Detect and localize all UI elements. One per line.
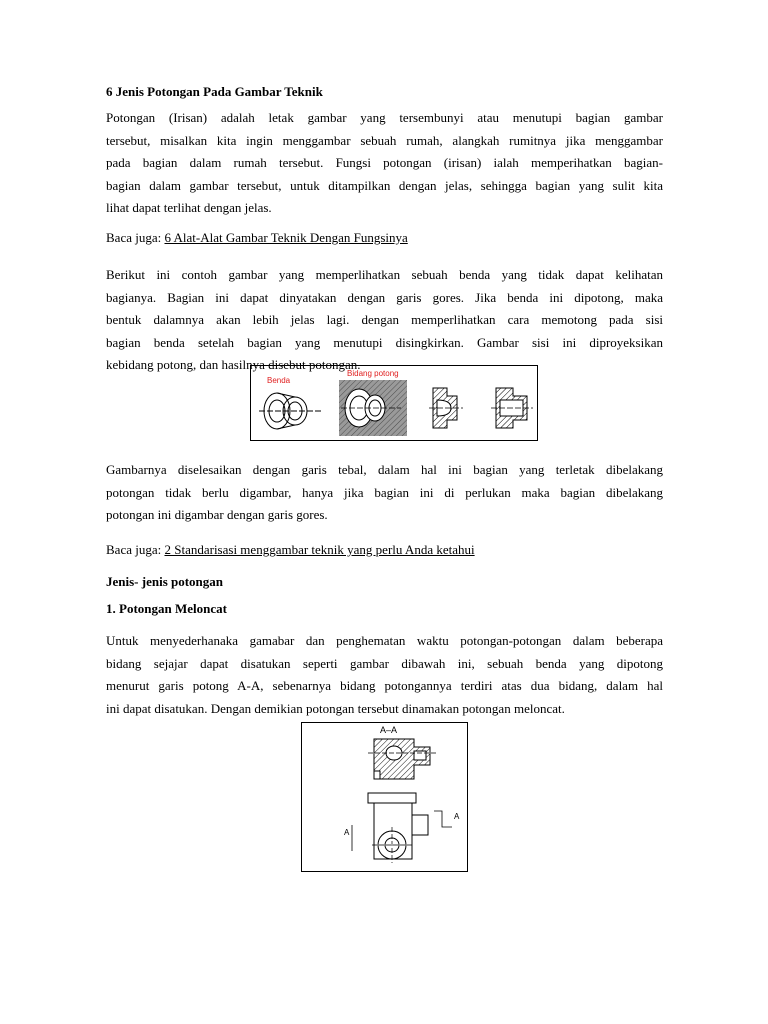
text-line: bagianya. Bagian ini dapat dinyatakan dengan garis gores. Jika benda ini dipotong, maka xyxy=(106,289,663,305)
read-also-prefix: Baca juga: xyxy=(106,542,165,557)
text-line: potongan ini digambar dengan garis gores. xyxy=(106,507,328,522)
read-also-link-2[interactable]: 2 Standarisasi menggambar teknik yang perlu Anda ketahui xyxy=(164,542,475,557)
figure-section-example xyxy=(250,365,538,441)
paragraph-example xyxy=(106,264,663,377)
text-line: tersebut, misalkan kita ingin menggambar sebuah rumah, alangkah rumitnya jika menggambar xyxy=(106,132,663,148)
figure-meloncat xyxy=(301,722,468,872)
text-line: bagian benda setelah bagian yang menutupi disingkirkan. Gambar sisi ini diproyeksikan xyxy=(106,334,663,350)
object-section-result xyxy=(491,388,533,428)
paragraph-thick-lines xyxy=(106,459,663,527)
section-illustration xyxy=(251,366,536,439)
meloncat-illustration xyxy=(302,723,466,870)
paragraph-intro xyxy=(106,107,663,220)
text-line: lihat dapat terlihat dengan jelas. xyxy=(106,200,272,215)
page-title: 6 Jenis Potongan Pada Gambar Teknik xyxy=(106,84,323,99)
text-line: bentuk dalamnya akan lebih jelas lagi. dengan memperlihatkan cara memotong pada sisi xyxy=(106,312,663,327)
text-line: bagian dalam gambar tersebut, untuk ditampilkan dengan jelas, sehingga bagian yang sulit kita xyxy=(106,177,663,193)
text-line: menurut garis potong A-A, sebenarnya bidang potongannya terdiri atas dua bidang, dalam hal xyxy=(106,678,663,693)
text-line: Potongan (Irisan) adalah letak gambar yang tersembunyi atau menutupi bagian gambar xyxy=(106,110,663,125)
text-line: Gambarnya diselesaikan dengan garis tebal, dalam hal ini bagian yang terletak dibelakang xyxy=(106,462,663,477)
label-bidang-potong: Bidang potong xyxy=(347,369,399,378)
heading-jenis-potongan: Jenis- jenis potongan xyxy=(106,574,224,589)
label-benda: Benda xyxy=(267,376,291,385)
read-also-link-1[interactable]: 6 Alat-Alat Gambar Teknik Dengan Fungsinya xyxy=(164,230,408,245)
front-view xyxy=(352,793,452,863)
text-line: potongan tidak berlu digambar, hanya jika bagian ini di perlukan maka bagian dibelakang xyxy=(106,484,663,500)
read-also-2 xyxy=(106,542,475,558)
read-also-1 xyxy=(106,230,408,246)
label-aa: A–A xyxy=(380,725,398,735)
object-section-view xyxy=(429,388,463,428)
text-line: bidang sejajar dapat disatukan seperti gambar dibawah ini, sebuah benda yang dipotong xyxy=(106,655,663,671)
section-aa-view xyxy=(368,739,436,779)
heading-potongan-meloncat: 1. Potongan Meloncat xyxy=(106,601,227,616)
label-a-right: A xyxy=(454,812,460,821)
read-also-prefix: Baca juga: xyxy=(106,230,165,245)
object-whole xyxy=(259,393,321,429)
text-line: ini dapat disatukan. Dengan demikian potongan tersebut dinamakan potongan meloncat. xyxy=(106,700,565,716)
label-a-left: A xyxy=(344,828,350,837)
object-cut-plane xyxy=(339,380,407,436)
paragraph-meloncat xyxy=(106,630,663,720)
text-line: kebidang potong, dan hasilnya disebut potongan. xyxy=(106,357,361,372)
text-line: pada bagian dalam rumah tersebut. Fungsi potongan (irisan) ialah memperihatkan bagian- xyxy=(106,155,663,170)
text-line: Untuk menyederhanaka gamabar dan penghematan waktu potongan-potongan dalam beberapa xyxy=(106,633,663,648)
text-line: Berikut ini contoh gambar yang memperlihatkan sebuah benda yang tidak dapat kelihatan xyxy=(106,267,663,282)
